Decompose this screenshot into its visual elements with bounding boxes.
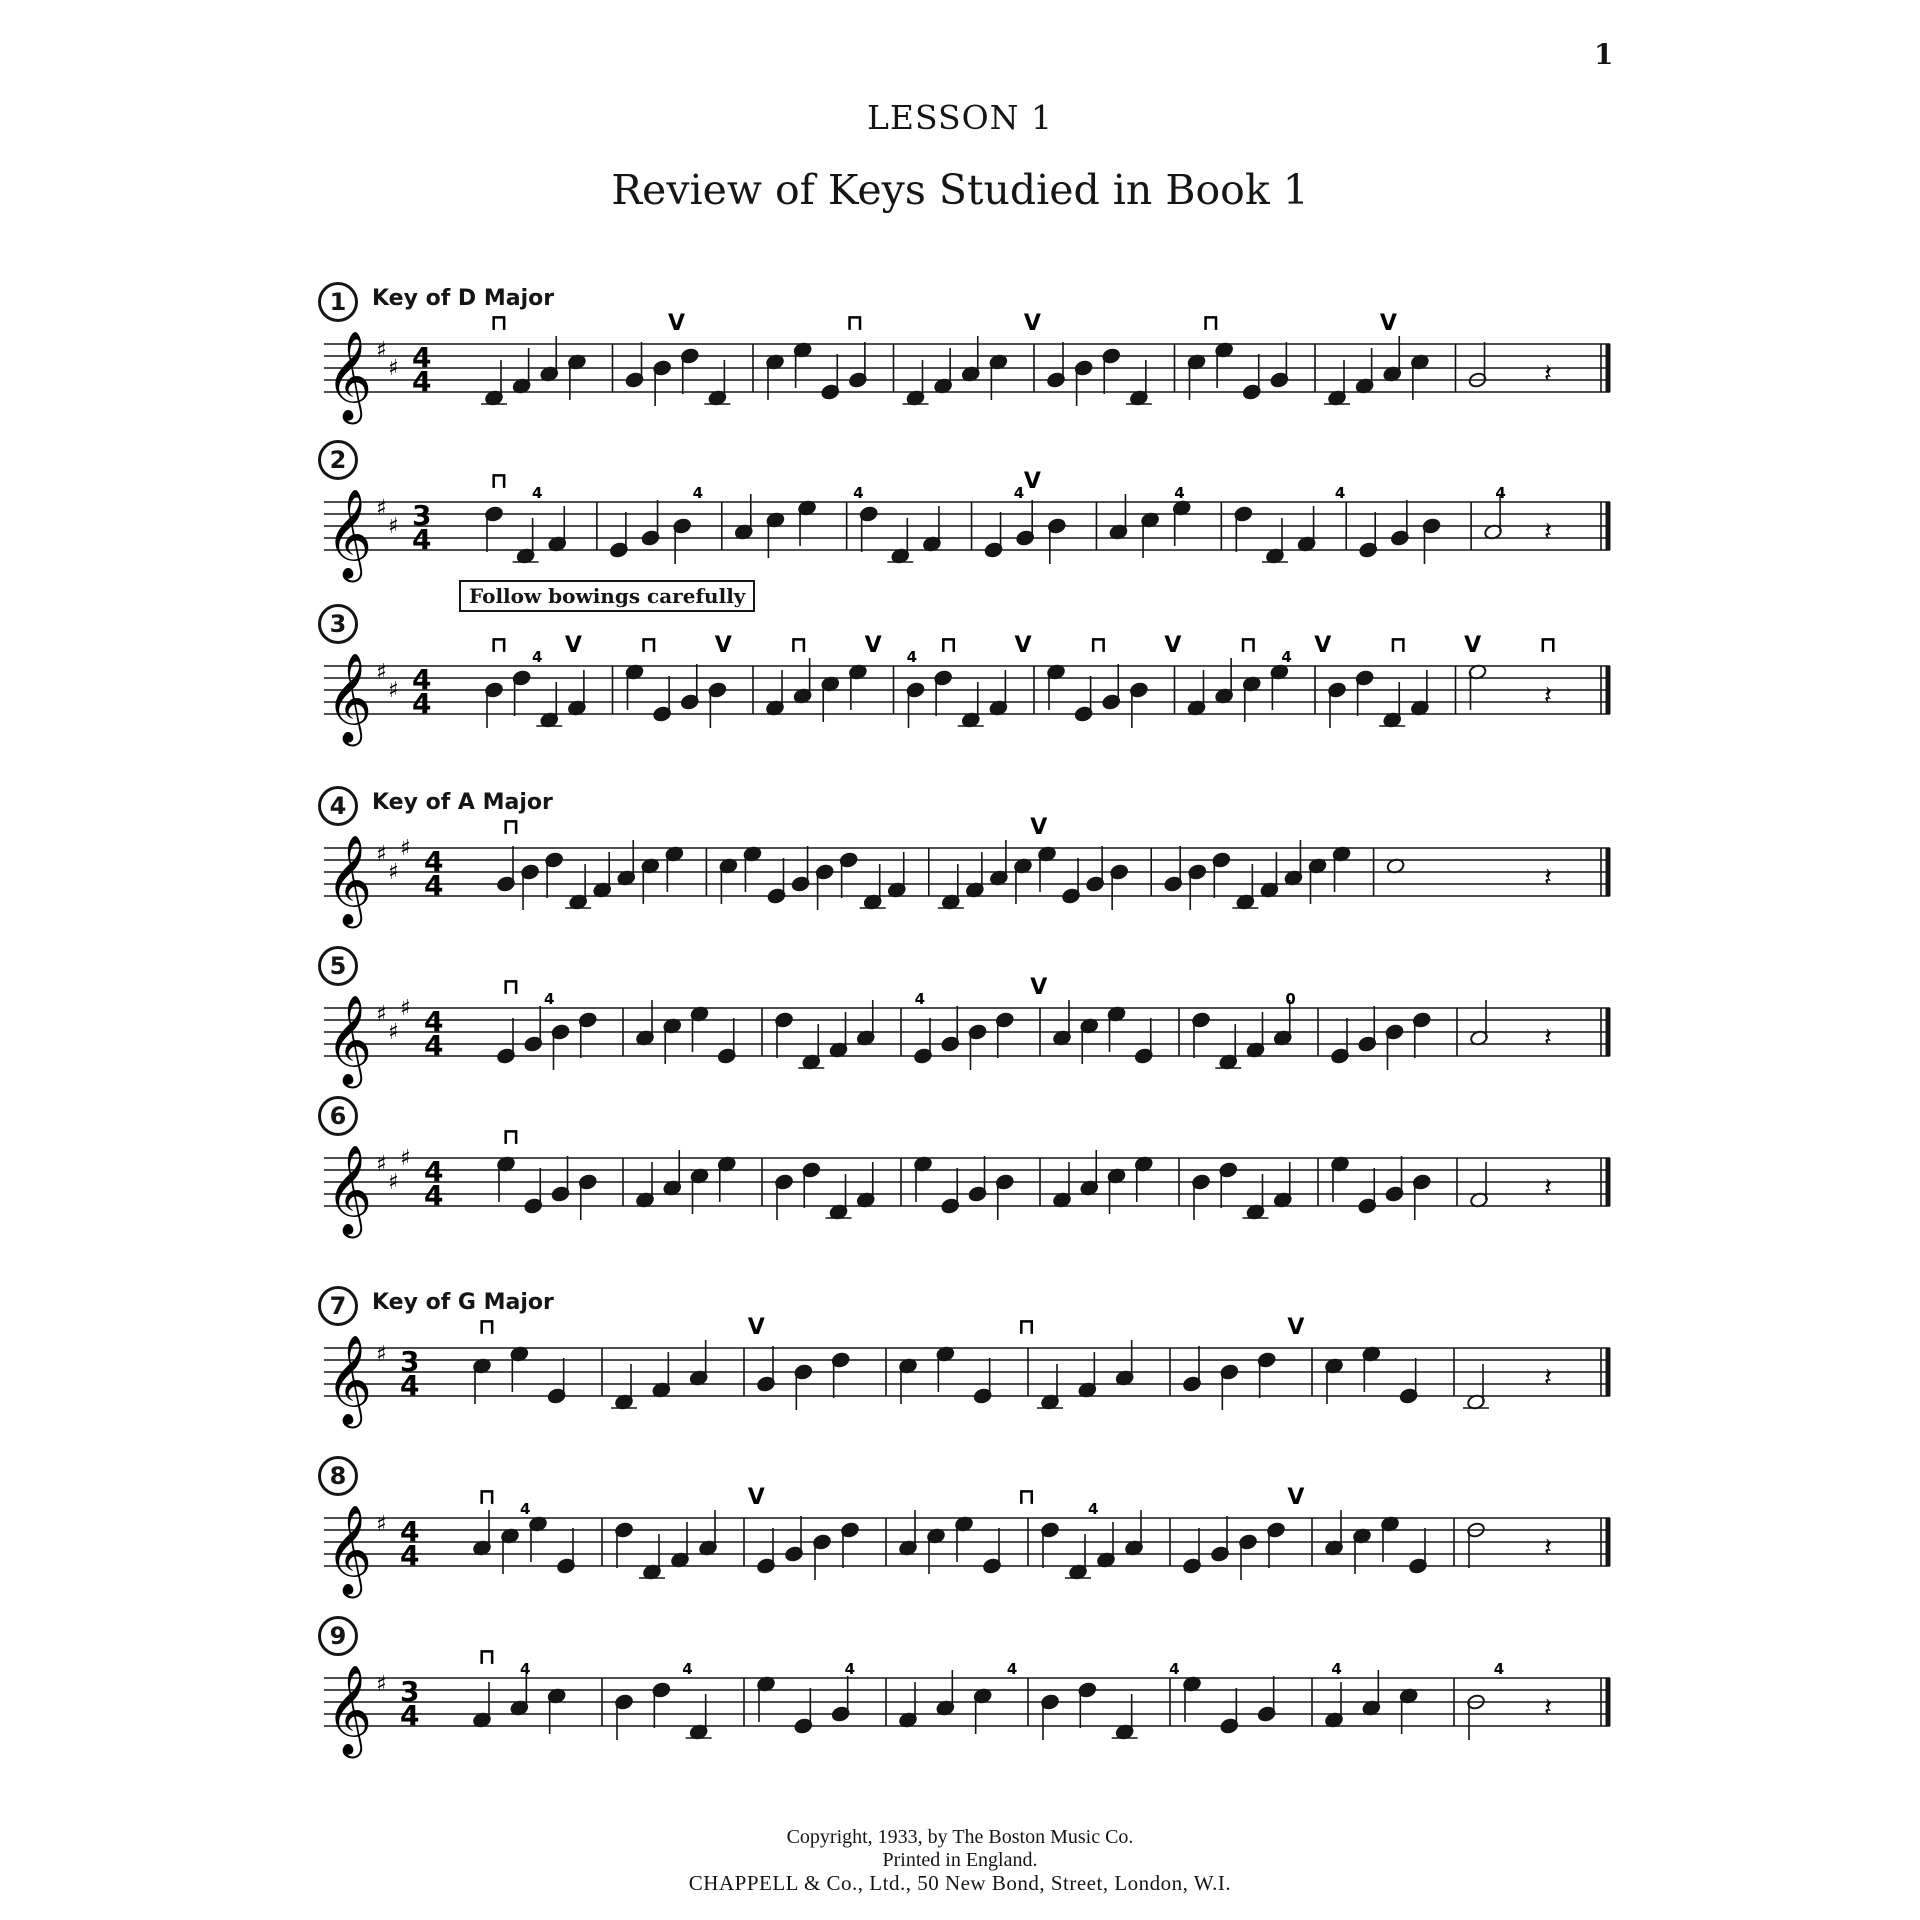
sharp-sign: ♯ [376, 496, 387, 521]
treble-clef: 𝄞 [326, 1145, 373, 1235]
page-number: 1 [1594, 38, 1614, 71]
up-bow-mark: V [1164, 633, 1182, 658]
exercise-number: 5 [318, 946, 358, 986]
sharp-sign: ♯ [400, 996, 411, 1021]
time-signature-bottom: 4 [424, 869, 444, 902]
time-signature-top: 4 [424, 845, 444, 878]
time-signature-bottom: 4 [400, 1699, 420, 1732]
music-staff [318, 1304, 1618, 1454]
exercise-number: 3 [318, 604, 358, 644]
time-signature-top: 4 [424, 1005, 444, 1038]
treble-clef: 𝄞 [326, 1335, 373, 1425]
music-staff [318, 1634, 1618, 1784]
down-bow-mark: ⊓ [639, 633, 658, 658]
fingering-mark: 4 [1006, 1660, 1018, 1678]
music-staff [318, 1114, 1618, 1264]
rest-sign: 𝄽 [1544, 517, 1552, 547]
music-staff [318, 964, 1618, 1114]
down-bow-mark: ⊓ [478, 1485, 496, 1510]
time-signature-top: 3 [400, 1675, 420, 1708]
rest-sign: 𝄽 [1544, 1173, 1552, 1203]
fingering-mark: 4 [1174, 484, 1185, 502]
up-bow-mark: V [1030, 975, 1048, 1000]
down-bow-mark: ⊓ [1239, 633, 1257, 658]
sharp-sign: ♯ [376, 1002, 387, 1027]
down-bow-mark: ⊓ [490, 469, 508, 494]
sharp-sign: ♯ [376, 660, 387, 685]
fingering-mark: 4 [1088, 1500, 1099, 1518]
down-bow-mark: ⊓ [502, 815, 520, 840]
down-bow-mark: ⊓ [1017, 1485, 1036, 1510]
down-bow-mark: ⊓ [478, 1645, 496, 1670]
time-signature-bottom: 4 [424, 1029, 444, 1062]
down-bow-mark: ⊓ [1201, 311, 1220, 336]
up-bow-mark: V [747, 1485, 765, 1510]
up-bow-mark: V [1464, 633, 1482, 658]
staff-group [324, 1315, 1610, 1429]
treble-clef: 𝄞 [326, 331, 373, 421]
time-signature-bottom: 4 [412, 523, 432, 556]
fingering-mark: 4 [1495, 484, 1506, 502]
treble-clef: 𝄞 [326, 1505, 373, 1595]
fingering-mark: 4 [520, 1500, 531, 1518]
down-bow-mark: ⊓ [1017, 1315, 1036, 1340]
staff-group [324, 1125, 1610, 1239]
fingering-mark: 0 [1285, 990, 1296, 1008]
staff-group [324, 815, 1610, 929]
up-bow-mark: V [1030, 815, 1048, 840]
time-signature-top: 4 [412, 663, 432, 696]
up-bow-mark: V [564, 633, 582, 658]
key-label: Key of A Major [372, 790, 553, 815]
sharp-sign: ♯ [376, 1342, 387, 1367]
sharp-sign: ♯ [388, 860, 399, 885]
sharp-sign: ♯ [388, 678, 399, 703]
staff-group [324, 1645, 1610, 1759]
rest-sign: 𝄽 [1544, 1693, 1552, 1723]
treble-clef: 𝄞 [326, 995, 373, 1085]
up-bow-mark: V [1287, 1485, 1305, 1510]
fingering-mark: 4 [544, 990, 555, 1008]
publisher-line: CHAPPELL & Co., Ltd., 50 New Bond, Street, London, W.I. [688, 1871, 1232, 1895]
sharp-sign: ♯ [400, 1146, 411, 1171]
lesson-title: LESSON 1 [866, 98, 1054, 137]
music-staff [318, 622, 1618, 772]
up-bow-mark: V [1014, 633, 1032, 658]
sharp-sign: ♯ [388, 1020, 399, 1045]
up-bow-mark: V [1379, 311, 1397, 336]
footer [0, 1826, 1920, 1895]
exercise-number: 8 [318, 1456, 358, 1496]
rest-sign: 𝄽 [1544, 359, 1552, 389]
rest-sign: 𝄽 [1544, 1363, 1552, 1393]
copyright-line: Copyright, 1933, by The Boston Music Co. [786, 1826, 1134, 1848]
fingering-mark: 4 [1169, 1660, 1180, 1678]
down-bow-mark: ⊓ [789, 633, 808, 658]
fingering-mark: 4 [532, 484, 543, 502]
time-signature-bottom: 4 [400, 1539, 420, 1572]
sharp-sign: ♯ [388, 514, 399, 539]
fingering-mark: 4 [1013, 484, 1025, 502]
fingering-mark: 4 [532, 648, 543, 666]
staff-group [324, 311, 1610, 425]
staff-group [324, 1485, 1610, 1599]
fingering-mark: 4 [906, 648, 918, 666]
fingering-mark: 4 [520, 1660, 531, 1678]
exercise-number: 9 [318, 1616, 358, 1656]
time-signature-top: 4 [400, 1515, 420, 1548]
fingering-mark: 4 [853, 484, 864, 502]
rest-sign: 𝄽 [1544, 681, 1552, 711]
sharp-sign: ♯ [388, 356, 399, 381]
up-bow-mark: V [1287, 1315, 1305, 1340]
treble-clef: 𝄞 [326, 835, 373, 925]
down-bow-mark: ⊓ [1539, 633, 1557, 658]
lesson-subtitle: Review of Keys Studied in Book 1 [611, 166, 1309, 214]
down-bow-mark: ⊓ [845, 311, 864, 336]
music-staff [318, 804, 1618, 954]
exercise-number: 7 [318, 1286, 358, 1326]
time-signature-bottom: 4 [412, 365, 432, 398]
rest-sign: 𝄽 [1544, 1023, 1552, 1053]
down-bow-mark: ⊓ [490, 311, 508, 336]
treble-clef: 𝄞 [326, 1665, 373, 1755]
exercise-number: 2 [318, 440, 358, 480]
fingering-mark: 4 [692, 484, 704, 502]
rest-sign: 𝄽 [1544, 1533, 1552, 1563]
down-bow-mark: ⊓ [1389, 633, 1407, 658]
time-signature-bottom: 4 [400, 1369, 420, 1402]
down-bow-mark: ⊓ [939, 633, 958, 658]
down-bow-mark: ⊓ [502, 1125, 520, 1150]
treble-clef: 𝄞 [326, 653, 373, 743]
music-staff [318, 1474, 1618, 1624]
fingering-mark: 4 [914, 990, 926, 1008]
time-signature-top: 3 [400, 1345, 420, 1378]
down-bow-mark: ⊓ [1089, 633, 1107, 658]
fingering-mark: 4 [1331, 1660, 1342, 1678]
music-staff [318, 300, 1618, 450]
sharp-sign: ♯ [376, 842, 387, 867]
up-bow-mark: V [1023, 469, 1041, 494]
exercise-number: 4 [318, 786, 358, 826]
rest-sign: 𝄽 [1544, 863, 1552, 893]
up-bow-mark: V [747, 1315, 765, 1340]
up-bow-mark: V [714, 633, 732, 658]
exercise-number: 6 [318, 1096, 358, 1136]
key-label: Key of D Major [372, 286, 555, 311]
fingering-mark: 4 [1281, 648, 1292, 666]
sharp-sign: ♯ [376, 1672, 387, 1697]
printed-line: Printed in England. [882, 1849, 1038, 1871]
key-label: Key of G Major [372, 1290, 554, 1315]
staff-group [324, 633, 1610, 747]
exercise-number: 1 [318, 282, 358, 322]
sharp-sign: ♯ [400, 836, 411, 861]
time-signature-top: 4 [424, 1155, 444, 1188]
down-bow-mark: ⊓ [478, 1315, 496, 1340]
sharp-sign: ♯ [376, 1152, 387, 1177]
time-signature-bottom: 4 [412, 687, 432, 720]
fingering-mark: 4 [1334, 484, 1346, 502]
bowing-instruction: Follow bowings carefully [459, 580, 755, 612]
sharp-sign: ♯ [388, 1170, 399, 1195]
treble-clef: 𝄞 [326, 489, 373, 579]
sharp-sign: ♯ [376, 338, 387, 363]
sharp-sign: ♯ [376, 1512, 387, 1537]
down-bow-mark: ⊓ [490, 633, 508, 658]
time-signature-top: 4 [412, 341, 432, 374]
staff-group [324, 975, 1610, 1089]
staff-group [324, 469, 1610, 583]
up-bow-mark: V [1314, 633, 1332, 658]
fingering-mark: 4 [844, 1660, 856, 1678]
time-signature-bottom: 4 [424, 1179, 444, 1212]
up-bow-mark: V [667, 311, 685, 336]
up-bow-mark: V [1023, 311, 1041, 336]
up-bow-mark: V [864, 633, 882, 658]
down-bow-mark: ⊓ [502, 975, 520, 1000]
fingering-mark: 4 [1493, 1660, 1505, 1678]
fingering-mark: 4 [682, 1660, 693, 1678]
time-signature-top: 3 [412, 499, 432, 532]
